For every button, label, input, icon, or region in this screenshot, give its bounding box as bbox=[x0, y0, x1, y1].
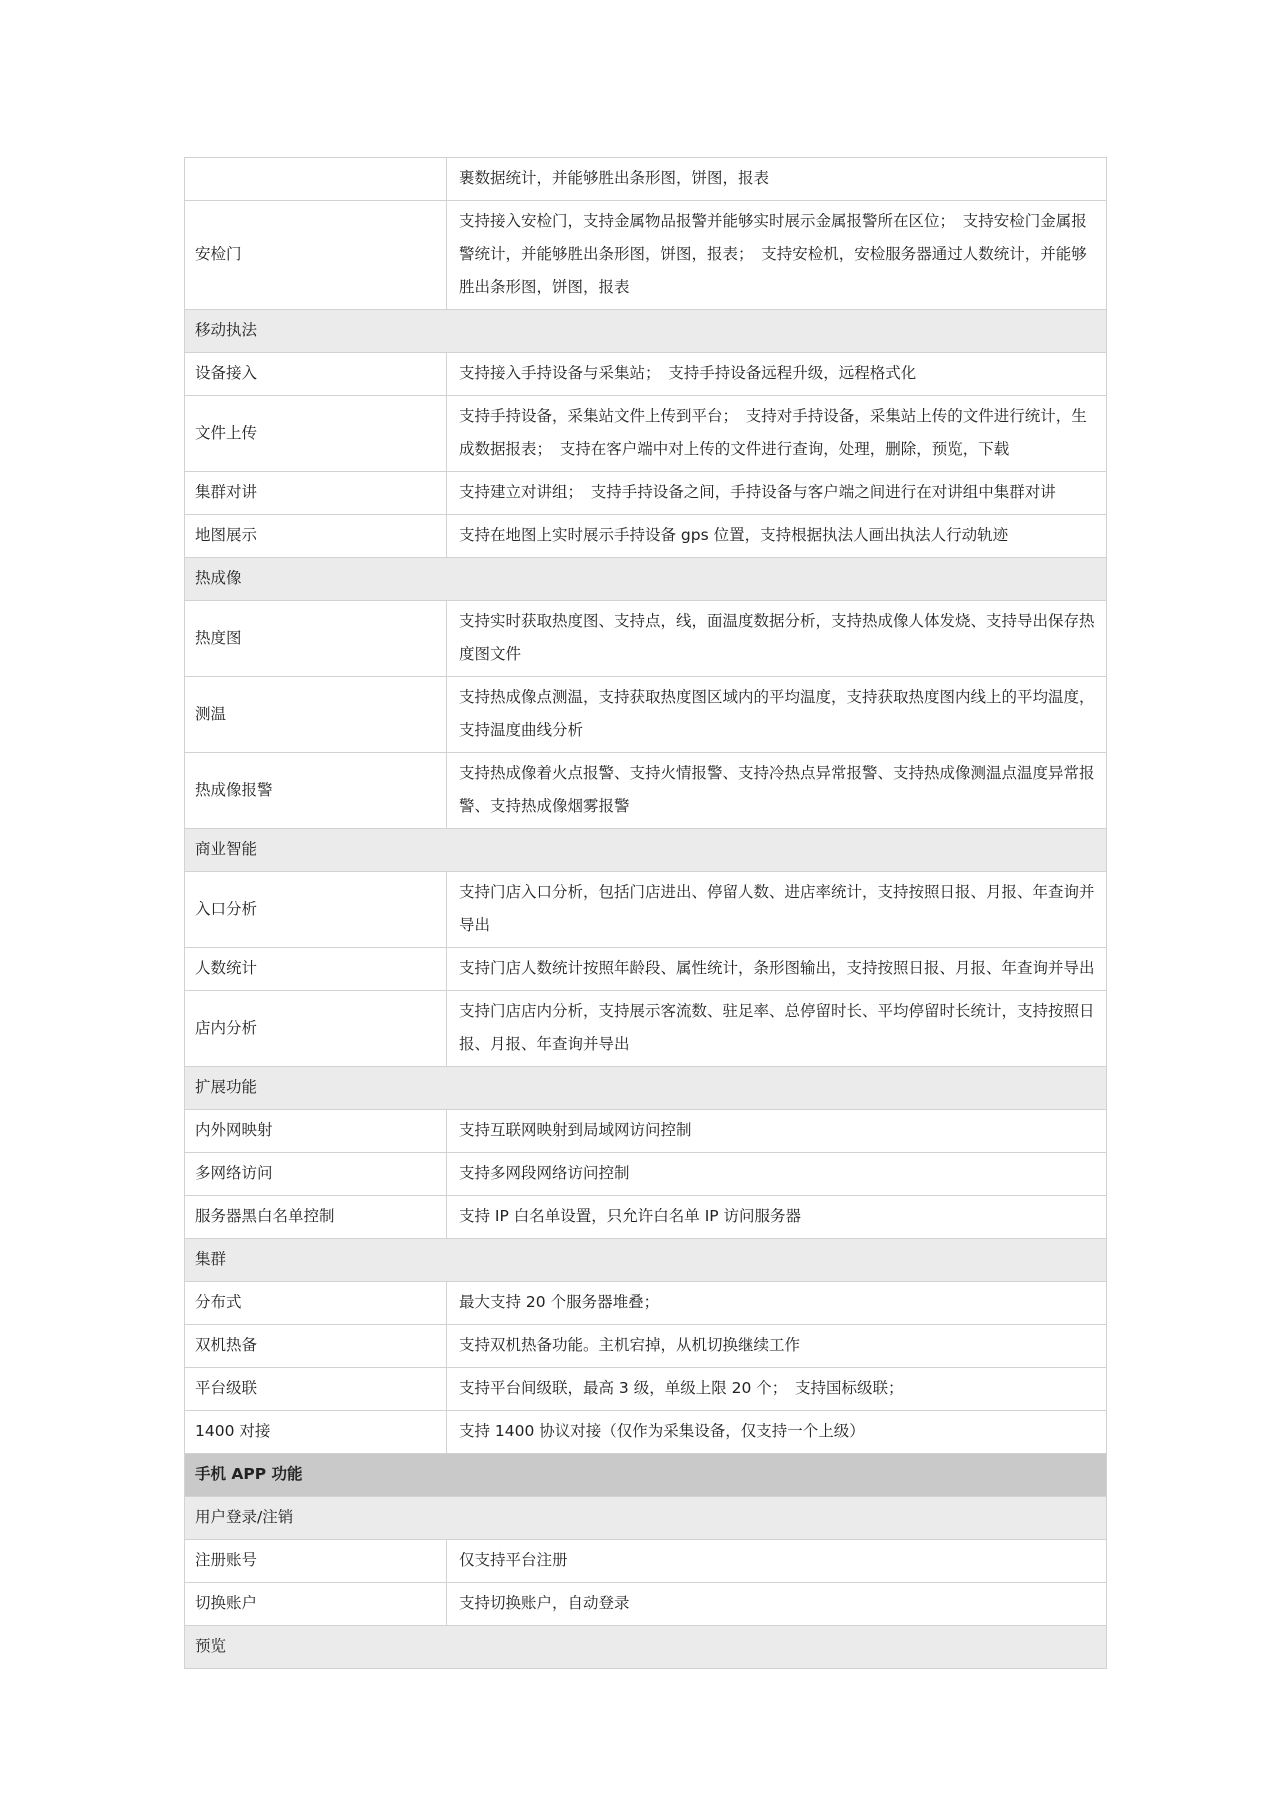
feature-row bbox=[185, 396, 1107, 472]
feature-description-cell: 支持在地图上实时展示手持设备 gps 位置，支持根据执法人画出执法人行动轨迹 bbox=[447, 515, 1107, 558]
section-title: 集群 bbox=[185, 1239, 1107, 1282]
feature-row bbox=[185, 601, 1107, 677]
feature-spec-table-body bbox=[185, 158, 1107, 1669]
section-header-row bbox=[185, 829, 1107, 872]
section-header-row bbox=[185, 1067, 1107, 1110]
section-title: 预览 bbox=[185, 1626, 1107, 1669]
feature-description-cell: 支持热成像点测温，支持获取热度图区域内的平均温度，支持获取热度图内线上的平均温度，支持温度曲线分析 bbox=[447, 677, 1107, 753]
feature-row bbox=[185, 158, 1107, 201]
feature-row bbox=[185, 1411, 1107, 1454]
feature-row bbox=[185, 353, 1107, 396]
feature-name-cell: 1400 对接 bbox=[185, 1411, 447, 1454]
feature-name-cell: 热度图 bbox=[185, 601, 447, 677]
feature-spec-table bbox=[184, 157, 1107, 1669]
section-header-row bbox=[185, 1497, 1107, 1540]
section-title: 用户登录/注销 bbox=[185, 1497, 1107, 1540]
feature-description-cell: 支持接入安检门，支持金属物品报警并能够实时展示金属报警所在区位； 支持安检门金属报警统计，并能够胜出条形图，饼图，报表； 支持安检机，安检服务器通过人数统计，并能够胜出条形图，饼图，报表 bbox=[447, 201, 1107, 310]
feature-description-cell: 支持平台间级联，最高 3 级，单级上限 20 个； 支持国标级联； bbox=[447, 1368, 1107, 1411]
feature-name-cell: 人数统计 bbox=[185, 948, 447, 991]
feature-row bbox=[185, 1540, 1107, 1583]
feature-description-cell: 支持接入手持设备与采集站； 支持手持设备远程升级，远程格式化 bbox=[447, 353, 1107, 396]
feature-row bbox=[185, 1325, 1107, 1368]
feature-name-cell: 设备接入 bbox=[185, 353, 447, 396]
feature-row bbox=[185, 472, 1107, 515]
section-header-row bbox=[185, 1626, 1107, 1669]
feature-name-cell: 安检门 bbox=[185, 201, 447, 310]
feature-description-cell: 裹数据统计，并能够胜出条形图，饼图，报表 bbox=[447, 158, 1107, 201]
feature-description-cell: 支持实时获取热度图、支持点，线，面温度数据分析，支持热成像人体发烧、支持导出保存热度图文件 bbox=[447, 601, 1107, 677]
feature-name-cell: 双机热备 bbox=[185, 1325, 447, 1368]
feature-name-cell: 服务器黑白名单控制 bbox=[185, 1196, 447, 1239]
feature-name-cell: 店内分析 bbox=[185, 991, 447, 1067]
section-title: 移动执法 bbox=[185, 310, 1107, 353]
feature-description-cell: 支持建立对讲组； 支持手持设备之间，手持设备与客户端之间进行在对讲组中集群对讲 bbox=[447, 472, 1107, 515]
section-title: 扩展功能 bbox=[185, 1067, 1107, 1110]
feature-description-cell: 支持门店店内分析，支持展示客流数、驻足率、总停留时长、平均停留时长统计，支持按照日报、月报、年查询并导出 bbox=[447, 991, 1107, 1067]
feature-row bbox=[185, 872, 1107, 948]
feature-description-cell: 支持门店入口分析，包括门店进出、停留人数、进店率统计，支持按照日报、月报、年查询并导出 bbox=[447, 872, 1107, 948]
section-header-row bbox=[185, 310, 1107, 353]
feature-row bbox=[185, 515, 1107, 558]
feature-description-cell: 支持热成像着火点报警、支持火情报警、支持冷热点异常报警、支持热成像测温点温度异常报警、支持热成像烟雾报警 bbox=[447, 753, 1107, 829]
feature-description-cell: 最大支持 20 个服务器堆叠； bbox=[447, 1282, 1107, 1325]
feature-name-cell: 分布式 bbox=[185, 1282, 447, 1325]
major-section-row bbox=[185, 1454, 1107, 1497]
feature-row bbox=[185, 948, 1107, 991]
feature-description-cell: 支持手持设备，采集站文件上传到平台； 支持对手持设备，采集站上传的文件进行统计，生成数据报表； 支持在客户端中对上传的文件进行查询，处理，删除，预览，下载 bbox=[447, 396, 1107, 472]
feature-name-cell: 文件上传 bbox=[185, 396, 447, 472]
feature-name-cell: 内外网映射 bbox=[185, 1110, 447, 1153]
feature-description-cell: 支持切换账户，自动登录 bbox=[447, 1583, 1107, 1626]
feature-row bbox=[185, 201, 1107, 310]
feature-description-cell: 支持门店人数统计按照年龄段、属性统计，条形图输出，支持按照日报、月报、年查询并导出 bbox=[447, 948, 1107, 991]
feature-row bbox=[185, 1583, 1107, 1626]
feature-name-cell: 集群对讲 bbox=[185, 472, 447, 515]
feature-description-cell: 支持 IP 白名单设置，只允许白名单 IP 访问服务器 bbox=[447, 1196, 1107, 1239]
feature-row bbox=[185, 991, 1107, 1067]
feature-name-cell: 地图展示 bbox=[185, 515, 447, 558]
feature-row bbox=[185, 753, 1107, 829]
major-section-title: 手机 APP 功能 bbox=[185, 1454, 1107, 1497]
feature-name-cell: 注册账号 bbox=[185, 1540, 447, 1583]
section-title: 商业智能 bbox=[185, 829, 1107, 872]
feature-description-cell: 支持 1400 协议对接（仅作为采集设备，仅支持一个上级） bbox=[447, 1411, 1107, 1454]
feature-row bbox=[185, 1282, 1107, 1325]
feature-description-cell: 支持多网段网络访问控制 bbox=[447, 1153, 1107, 1196]
feature-description-cell: 支持双机热备功能。主机宕掉，从机切换继续工作 bbox=[447, 1325, 1107, 1368]
feature-name-cell bbox=[185, 158, 447, 201]
section-header-row bbox=[185, 1239, 1107, 1282]
section-title: 热成像 bbox=[185, 558, 1107, 601]
feature-row bbox=[185, 1110, 1107, 1153]
feature-row bbox=[185, 677, 1107, 753]
section-header-row bbox=[185, 558, 1107, 601]
feature-name-cell: 多网络访问 bbox=[185, 1153, 447, 1196]
feature-name-cell: 测温 bbox=[185, 677, 447, 753]
feature-name-cell: 切换账户 bbox=[185, 1583, 447, 1626]
feature-name-cell: 平台级联 bbox=[185, 1368, 447, 1411]
feature-row bbox=[185, 1153, 1107, 1196]
feature-description-cell: 仅支持平台注册 bbox=[447, 1540, 1107, 1583]
feature-name-cell: 入口分析 bbox=[185, 872, 447, 948]
feature-description-cell: 支持互联网映射到局域网访问控制 bbox=[447, 1110, 1107, 1153]
feature-row bbox=[185, 1368, 1107, 1411]
feature-row bbox=[185, 1196, 1107, 1239]
feature-name-cell: 热成像报警 bbox=[185, 753, 447, 829]
